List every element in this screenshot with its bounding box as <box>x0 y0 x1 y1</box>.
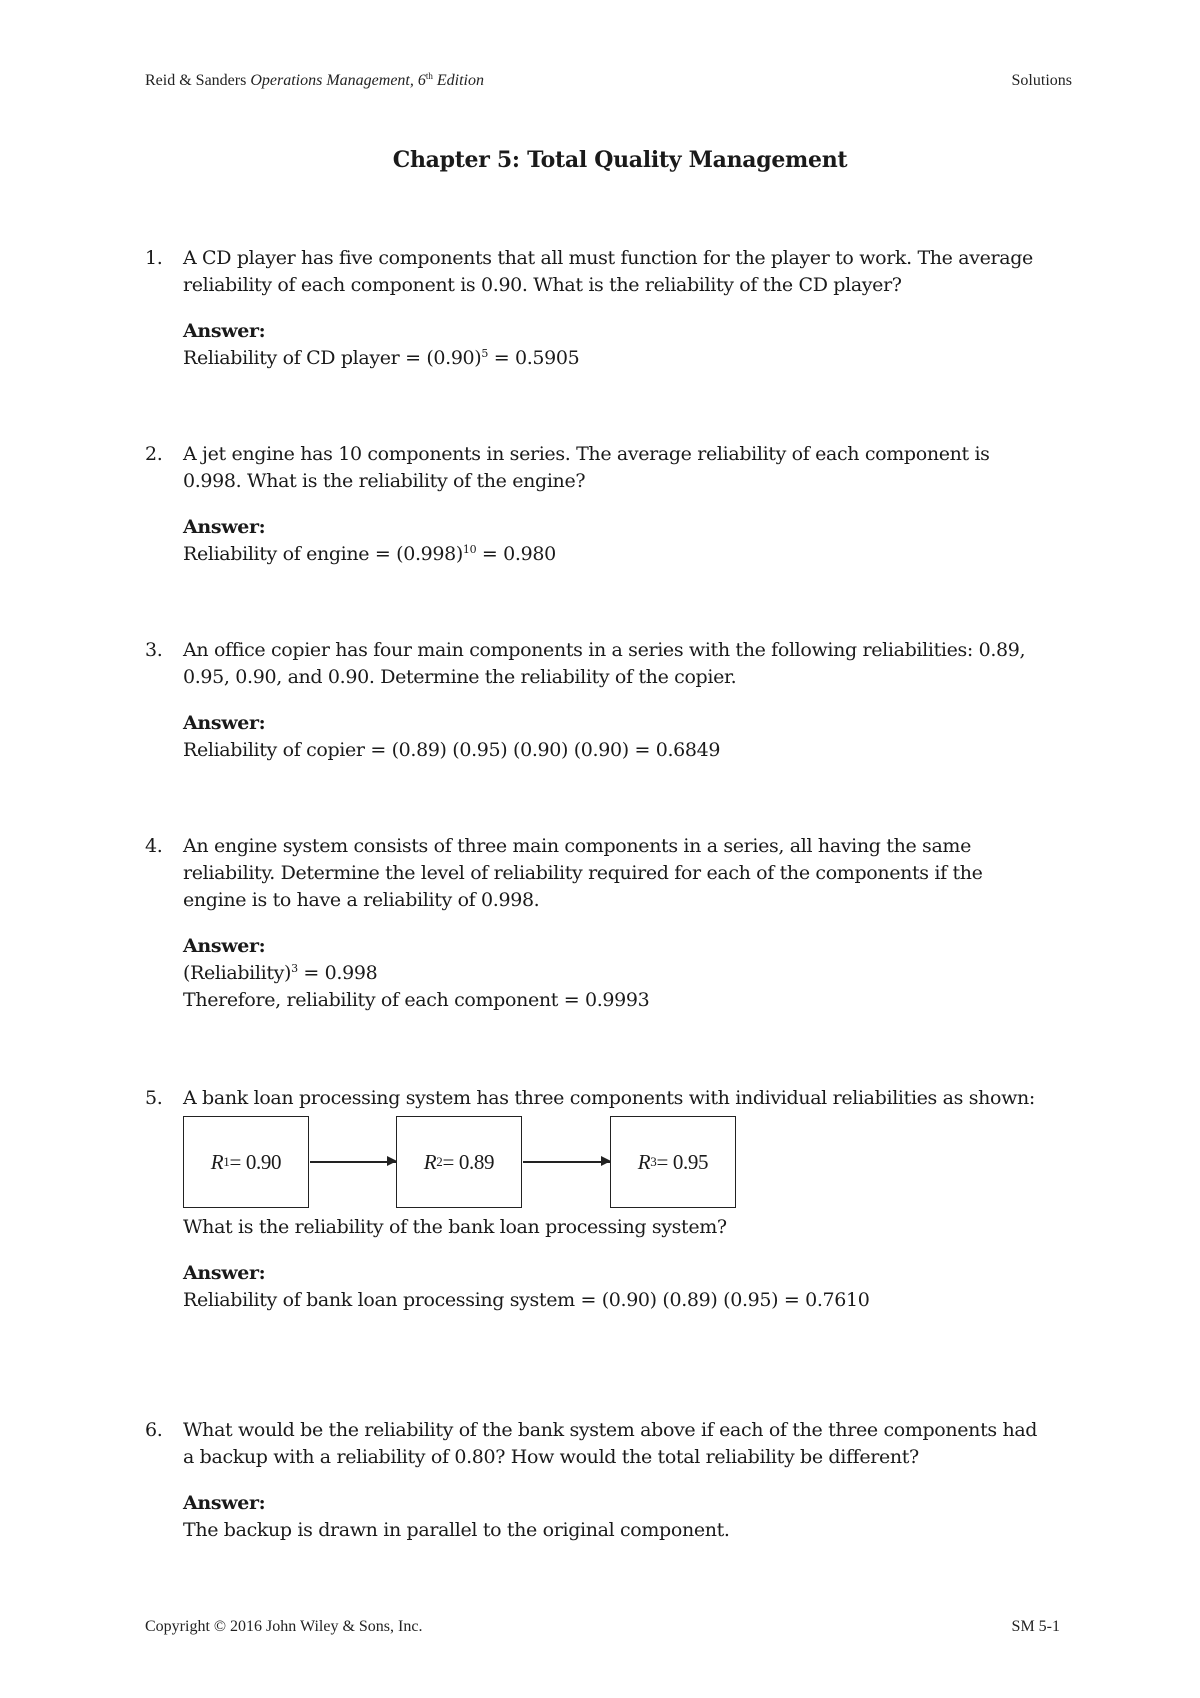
answer-heading: Answer: <box>183 320 266 342</box>
answer-heading: Answer: <box>183 1262 266 1284</box>
question-3 <box>145 637 1045 764</box>
answer-heading: Answer: <box>183 935 266 957</box>
question-text: An office copier has four main components in a series with the following reliabilities: 0.89, 0.95, 0.90, and 0.90. Determine the reliability of the copier. <box>183 639 1026 688</box>
answer-text: Reliability of CD player = $(0.90)^5 = 0.5905$ <box>183 347 580 369</box>
question-followup: What is the reliability of the bank loan processing system? <box>183 1216 727 1238</box>
question-4 <box>145 833 1045 1014</box>
question-text: An engine system consists of three main components in a series, all having the same reliability. Determine the level of reliability required for each of the components if the engine is to have a reliability of 0.998. <box>183 835 983 911</box>
answer-text: Reliability of bank loan processing system = (0.90) (0.89) (0.95) = 0.7610 <box>183 1289 870 1311</box>
question-number: 5. <box>145 1087 163 1109</box>
component-box-r1: R 1 = 0.90 <box>183 1116 309 1208</box>
answer-text: Reliability of copier = (0.89) (0.95) (0.90) (0.90) = 0.6849 <box>183 739 721 761</box>
answer-text-line-2: Therefore, reliability of each component = 0.9993 <box>183 989 650 1011</box>
answer-text: The backup is drawn in parallel to the original component. <box>183 1519 730 1541</box>
question-number: 2. <box>145 443 163 465</box>
answer-text: Reliability of engine = $(0.998)^{10} = 0.980$ <box>183 543 556 565</box>
question-text: A bank loan processing system has three components with individual reliabilities as shown: <box>183 1087 1035 1109</box>
answer-text: (Reliability)$^3$ = 0.998 <box>183 962 378 984</box>
question-number: 4. <box>145 835 163 857</box>
arrow-r2-to-r3 <box>523 1161 610 1163</box>
component-box-r2: R 2 = 0.89 <box>396 1116 522 1208</box>
component-box-r3: R 3 = 0.95 <box>610 1116 736 1208</box>
question-number: 1. <box>145 247 163 269</box>
answer-heading: Answer: <box>183 516 266 538</box>
question-text: A CD player has five components that all must function for the player to work. The average reliability of each component is 0.90. What is the reliability of the CD player? <box>183 247 1033 296</box>
answer-heading: Answer: <box>183 1492 266 1514</box>
series-reliability-diagram <box>183 1116 1045 1212</box>
running-header-right: Solutions <box>1011 72 1072 89</box>
footer-copyright: Copyright © 2016 John Wiley & Sons, Inc. <box>145 1618 423 1635</box>
question-5 <box>145 1085 1045 1314</box>
question-text: A jet engine has 10 components in series. The average reliability of each component is 0.998. What is the reliability of the engine? <box>183 443 990 492</box>
footer-page-number: SM 5-1 <box>1011 1618 1060 1635</box>
arrow-r1-to-r2 <box>310 1161 396 1163</box>
question-2 <box>145 441 1045 568</box>
question-text: What would be the reliability of the bank system above if each of the three components had a backup with a reliability of 0.80? How would the total reliability be different? <box>183 1419 1038 1468</box>
running-header-left: Reid & Sanders Operations Management, 6th Edition <box>145 71 484 89</box>
question-number: 6. <box>145 1419 163 1441</box>
question-number: 3. <box>145 639 163 661</box>
page-title: Chapter 5: Total Quality Management <box>392 147 848 173</box>
answer-heading: Answer: <box>183 712 266 734</box>
question-1 <box>145 245 1045 372</box>
question-6 <box>145 1417 1045 1544</box>
